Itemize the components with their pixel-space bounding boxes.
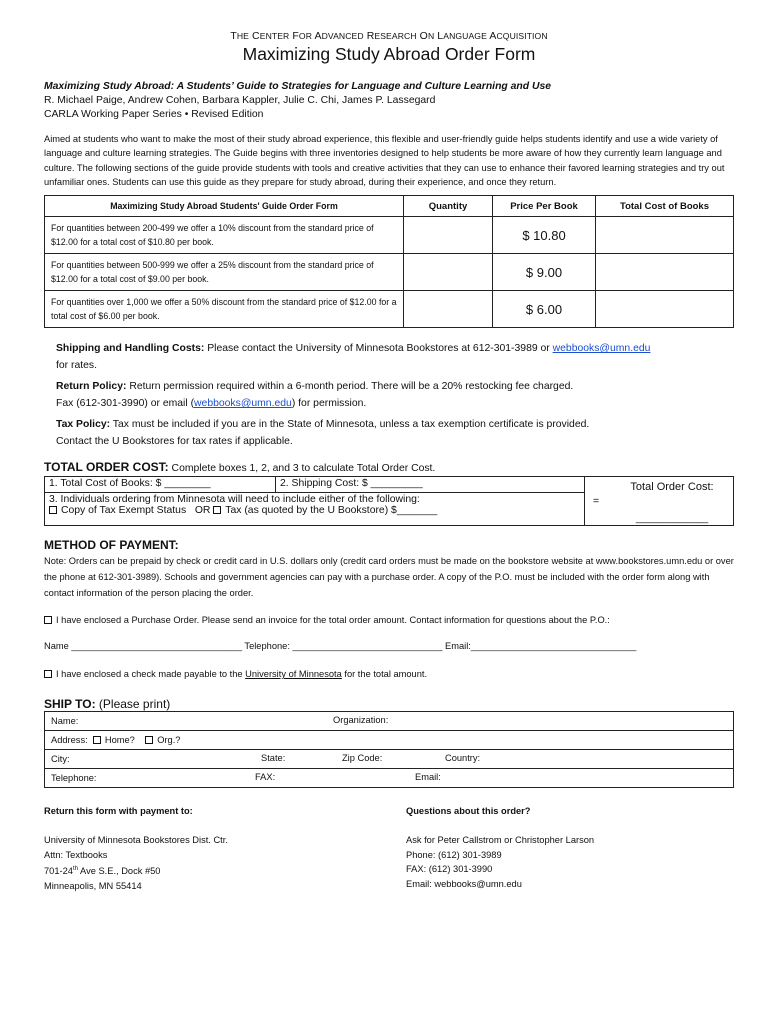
city-row[interactable]	[45, 750, 734, 769]
ship-to-subtitle: (Please print)	[95, 697, 171, 712]
tax-exempt-label: Copy of Tax Exempt Status	[61, 505, 187, 517]
form-title: Maximizing Study Abroad Order Form	[242, 44, 536, 64]
po-checkbox[interactable]	[44, 616, 52, 624]
contact-line: FAX: (612) 301-3990	[406, 864, 493, 875]
organization-label: Organization:	[333, 715, 389, 726]
address-label: Address:	[51, 735, 88, 746]
return-end: ) for permission.	[291, 398, 367, 410]
check-option-b: University of Minnesota	[245, 669, 342, 680]
tax-policy	[56, 416, 734, 450]
telephone-label: Telephone:	[51, 773, 97, 784]
return-label: Return Policy:	[56, 381, 127, 393]
total-order-cost-label: Total Order Cost:	[630, 481, 714, 494]
check-option	[44, 669, 734, 679]
check-option-a: I have enclosed a check made payable to the	[56, 669, 246, 680]
book-authors: R. Michael Paige, Andrew Cohen, Barbara Kappler, Julie C. Chi, James P. Lassegard	[44, 95, 436, 106]
tax-text-2: Contact the U Bookstores for tax rates if applicable.	[56, 436, 293, 448]
questions-contact	[406, 806, 734, 893]
name-org-row[interactable]	[45, 712, 734, 731]
tax-box-text: 3. Individuals ordering from Minnesota will need to include either of the following:	[49, 494, 420, 506]
tax-checkbox[interactable]	[213, 506, 221, 514]
row-description: For quantities over 1,000 we offer a 50% discount from the standard price of $12.00 for a total cost of $6.00 per book.	[45, 291, 404, 328]
price-cell: $ 6.00	[493, 291, 596, 328]
order-form-page	[44, 30, 734, 894]
quantity-cell[interactable]	[404, 254, 493, 291]
book-series: CARLA Working Paper Series • Revised Edition	[44, 109, 264, 120]
ship-to-heading	[44, 697, 734, 711]
table-row	[45, 217, 734, 254]
total-order-cost-blank: _____________	[635, 513, 709, 525]
header-price: Price Per Book	[493, 196, 596, 217]
books-cost-box[interactable]: 1. Total Cost of Books: $ ________	[45, 477, 276, 493]
shipping-cost-box[interactable]: 2. Shipping Cost: $ _________	[276, 477, 585, 493]
street-rest: Ave S.E., Dock #50	[77, 866, 161, 877]
book-description: Aimed at students who want to make the most of their study abroad experience, this flexible and user-friendly guide helps students identify and use a wide variety of language and culture learning strategies. The Guide begins with three inventories designed to help students be more aware of how they currently learn language and culture. The following sections of the guide provide students with tools and creative activities that they can use to enhance their favored learning strategies and try out unfamiliar ones. Students can use this guide as they prepare for study abroad, during their experience, and once they return.	[44, 134, 725, 187]
fax-label: FAX:	[255, 772, 276, 783]
address-line: Attn: Textbooks	[44, 849, 108, 860]
return-text-2: Fax (612-301-3990) or email (	[56, 398, 195, 410]
total-order-instruction: Complete boxes 1, 2, and 3 to calculate Total Order Cost.	[168, 463, 436, 475]
address-row[interactable]	[45, 731, 734, 750]
zip-label: Zip Code:	[342, 753, 383, 764]
or-label: OR	[194, 505, 211, 517]
footer	[44, 806, 734, 893]
contact-line: Ask for Peter Callstrom or Christopher Larson	[406, 835, 595, 846]
total-order-cost-box[interactable]	[611, 477, 734, 526]
header-guide: Maximizing Study Abroad Students' Guide Order Form	[45, 196, 404, 217]
address-line	[44, 862, 406, 879]
street-suffix: th	[72, 866, 78, 873]
po-option	[44, 615, 734, 625]
total-order-title: TOTAL ORDER COST:	[44, 460, 169, 475]
header-total: Total Cost of Books	[596, 196, 734, 217]
total-order-table	[44, 476, 734, 526]
shipping-end: for rates.	[56, 360, 97, 372]
shipping-policy	[56, 340, 734, 374]
state-label: State:	[261, 753, 286, 764]
tax-label: Tax Policy:	[56, 419, 111, 431]
email-label: Email:	[415, 772, 441, 783]
home-label: Home?	[104, 735, 135, 746]
shipping-label: Shipping and Handling Costs:	[56, 343, 205, 355]
return-text: Return permission required within a 6-month period. There will be a 20% restocking fee charged.	[126, 381, 574, 393]
city-label: City:	[51, 754, 70, 765]
tax-text: Tax must be included if you are in the State of Minnesota, unless a tax exemption certificate is provided.	[110, 419, 590, 431]
contact-line: Email: webbooks@umn.edu	[406, 878, 522, 889]
total-cost-cell[interactable]	[596, 291, 734, 328]
payment-note: Note: Orders can be prepaid by check or credit card in U.S. dollars only (credit card orders must be made on the bookstore website at www.bookstores.umn.edu or over the phone at 612-301-3989). Schools and government agencies can pay with a purchase order. A copy of the P.O. must be included with the order form along with contact information of the person placing the order.	[44, 556, 734, 599]
check-checkbox[interactable]	[44, 670, 52, 678]
return-policy	[56, 378, 734, 412]
table-row	[45, 291, 734, 328]
price-table-header	[45, 196, 734, 217]
org-name-text: THE CENTER FOR ADVANCED RESEARCH ON LANGUAGE ACQUISITION	[230, 30, 548, 42]
telephone-row[interactable]	[45, 769, 734, 788]
quantity-cell[interactable]	[404, 217, 493, 254]
policies	[56, 340, 734, 450]
contact-line[interactable]: Name _________________________________ Telephone: _____________________________ Email:________________________________	[44, 641, 637, 652]
street-number: 701-24	[44, 866, 73, 877]
tax-exempt-checkbox[interactable]	[49, 506, 57, 514]
row-description: For quantities between 200-499 we offer a 10% discount from the standard price of $12.00 for a total cost of $10.80 per book.	[45, 217, 404, 254]
header-quantity: Quantity	[404, 196, 493, 217]
ship-to-table	[44, 711, 734, 788]
tax-options	[49, 505, 580, 516]
tax-box	[45, 493, 585, 526]
org-checkbox[interactable]	[145, 736, 153, 744]
check-option-c: for the total amount.	[341, 669, 428, 680]
address-line: Minneapolis, MN 55414	[44, 881, 142, 892]
book-title: Maximizing Study Abroad: A Students’ Guide to Strategies for Language and Culture Learning and Use	[44, 81, 552, 92]
return-address	[44, 806, 406, 893]
price-cell: $ 9.00	[493, 254, 596, 291]
shipping-text: Please contact the University of Minnesota Bookstores at 612-301-3989 or	[204, 343, 553, 355]
tax-label: Tax (as quoted by the U Bookstore) $_______	[225, 505, 438, 517]
return-heading: Return this form with payment to:	[44, 806, 193, 817]
payment-heading: METHOD OF PAYMENT:	[44, 538, 179, 553]
price-cell: $ 10.80	[493, 217, 596, 254]
shipping-email-link[interactable]: webbooks@umn.edu	[552, 343, 651, 355]
questions-heading: Questions about this order?	[406, 806, 531, 817]
table-row	[45, 254, 734, 291]
price-table	[44, 195, 734, 328]
po-option-label: I have enclosed a Purchase Order. Please send an invoice for the total order amount. Contact information for questions about the P.O.:	[56, 615, 610, 626]
row-description: For quantities between 500-999 we offer a 25% discount from the standard price of $12.00 for a total cost of $9.00 per book.	[45, 254, 404, 291]
home-checkbox[interactable]	[93, 736, 101, 744]
total-cost-cell[interactable]	[596, 217, 734, 254]
name-label: Name:	[51, 716, 79, 727]
return-email-link[interactable]: webbooks@umn.edu	[194, 398, 292, 410]
country-label: Country:	[445, 753, 481, 764]
ship-to-title: SHIP TO:	[44, 697, 96, 712]
org-name	[44, 30, 734, 42]
address-line: University of Minnesota Bookstores Dist. Ctr.	[44, 835, 228, 846]
quantity-cell[interactable]	[404, 291, 493, 328]
org-label: Org.?	[157, 735, 181, 746]
total-cost-cell[interactable]	[596, 254, 734, 291]
equals-sign: =	[585, 477, 612, 526]
total-order-heading	[44, 460, 734, 474]
contact-line: Phone: (612) 301-3989	[406, 849, 502, 860]
